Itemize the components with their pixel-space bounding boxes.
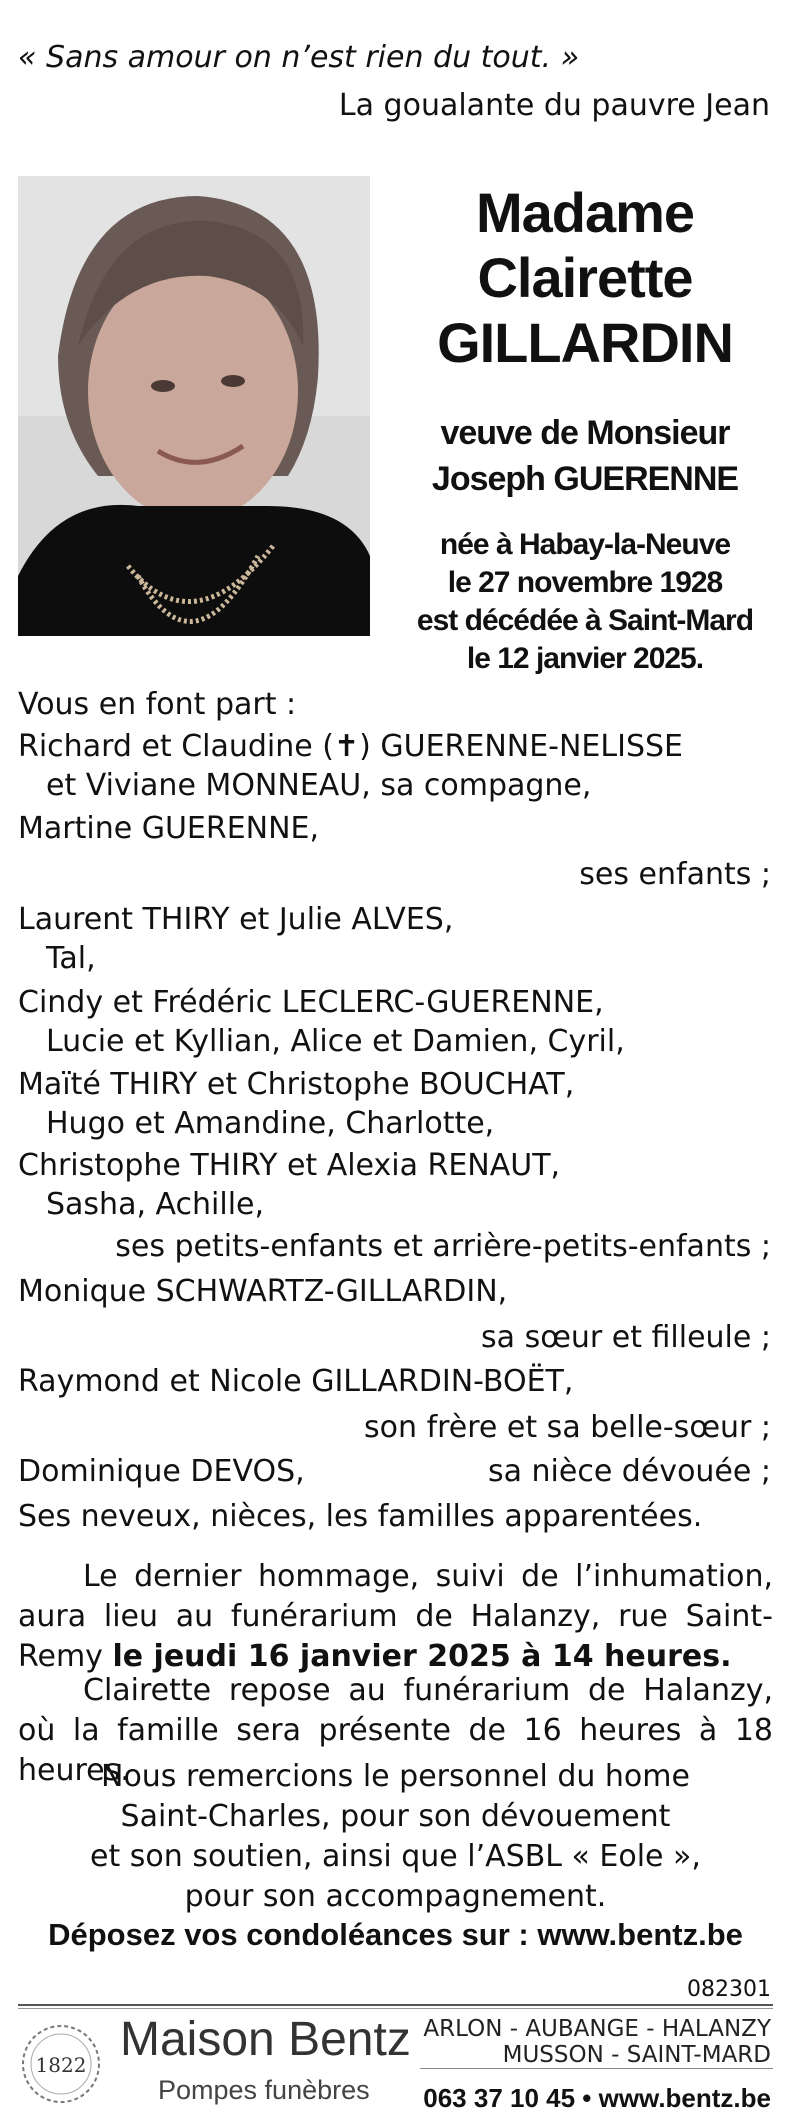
family-line: et Viviane MONNEAU, sa compagne, bbox=[46, 768, 592, 803]
brand-name: Maison Bentz bbox=[120, 2013, 411, 2066]
footer-divider bbox=[18, 2004, 773, 2006]
family-line: Martine GUERENNE, bbox=[18, 811, 320, 846]
family-intro: Vous en font part : bbox=[18, 687, 297, 722]
family-line: Ses neveux, nièces, les familles apparentées. bbox=[18, 1499, 703, 1534]
thanks-line: Saint-Charles, pour son dévouement bbox=[120, 1799, 671, 1834]
death-line-1: est décédée à Saint-Mard bbox=[416, 604, 754, 637]
thanks-line: et son soutien, ainsi que l’ASBL « Eole », bbox=[90, 1839, 701, 1874]
footer-divider-thin bbox=[18, 2008, 773, 2009]
ceremony-date: le jeudi 16 janvier 2025 à 14 heures. bbox=[112, 1639, 732, 1674]
thanks-line: pour son accompagnement. bbox=[184, 1879, 607, 1914]
widow-line-2: Joseph GUERENNE bbox=[431, 460, 739, 498]
portrait-photo bbox=[18, 176, 370, 636]
towns-line-1: ARLON - AUBANGE - HALANZY bbox=[423, 2016, 771, 2042]
widow-of bbox=[400, 410, 770, 502]
towns-line-2: MUSSON - SAINT-MARD bbox=[502, 2042, 771, 2068]
birth-line-2: le 27 novembre 1928 bbox=[447, 566, 723, 599]
seal-year: 1822 bbox=[35, 2053, 87, 2077]
condolences-link[interactable]: Déposez vos condoléances sur : www.bentz.be bbox=[48, 1917, 743, 1952]
family-line: Tal, bbox=[46, 941, 96, 976]
family-role: son frère et sa belle-sœur ; bbox=[364, 1410, 771, 1445]
birth-line-1: née à Habay-la-Neuve bbox=[439, 528, 731, 561]
portrait-illustration bbox=[18, 176, 370, 636]
widow-line-1: veuve de Monsieur bbox=[440, 414, 730, 452]
family-line: Cindy et Frédéric LECLERC-GUERENNE, bbox=[18, 985, 604, 1020]
family-line: Lucie et Kyllian, Alice et Damien, Cyril, bbox=[46, 1024, 625, 1059]
family-line: Raymond et Nicole GILLARDIN-BOËT, bbox=[18, 1364, 574, 1399]
death-line-2: le 12 janvier 2025. bbox=[466, 642, 704, 675]
towns-divider bbox=[420, 2068, 773, 2069]
epigraph-source: La goualante du pauvre Jean bbox=[338, 88, 770, 123]
family-line: Monique SCHWARTZ-GILLARDIN, bbox=[18, 1274, 508, 1309]
reference-number: 082301 bbox=[687, 1977, 771, 2002]
deceased-last-name: GILLARDIN bbox=[437, 311, 733, 374]
family-line: Maïté THIRY et Christophe BOUCHAT, bbox=[18, 1067, 575, 1102]
family-role: sa sœur et filleule ; bbox=[481, 1320, 771, 1355]
deceased-first-name: Clairette bbox=[477, 246, 693, 309]
family-line: Sasha, Achille, bbox=[46, 1187, 265, 1222]
family-role: ses petits-enfants et arrière-petits-enfants ; bbox=[115, 1229, 771, 1264]
contact-info[interactable]: 063 37 10 45 • www.bentz.be bbox=[423, 2083, 771, 2113]
deceased-name bbox=[400, 180, 770, 375]
family-line: Dominique DEVOS, bbox=[18, 1454, 305, 1489]
epigraph-quote: « Sans amour on n’est rien du tout. » bbox=[18, 40, 580, 75]
thanks-line: Nous remercions le personnel du home bbox=[101, 1759, 690, 1794]
deceased-title: Madame bbox=[475, 181, 695, 244]
ceremony-text bbox=[18, 1557, 773, 1677]
ceremony-details: Le dernier hommage, suivi de l’inhumation, aura lieu au funérarium de Halanzy, rue Saint-Remy bbox=[18, 1559, 773, 1674]
birth-death-details bbox=[400, 526, 770, 678]
family-line: Christophe THIRY et Alexia RENAUT, bbox=[18, 1148, 561, 1183]
thanks-text bbox=[18, 1757, 773, 1917]
family-line: Laurent THIRY et Julie ALVES, bbox=[18, 902, 454, 937]
family-role: sa nièce dévouée ; bbox=[487, 1454, 771, 1489]
family-line: Hugo et Amandine, Charlotte, bbox=[46, 1106, 495, 1141]
laurel-seal-icon bbox=[18, 2018, 104, 2110]
brand-subtitle: Pompes funèbres bbox=[158, 2075, 370, 2105]
family-role: ses enfants ; bbox=[579, 857, 771, 892]
visitation-text: Clairette repose au funérarium de Halanzy, où la famille sera présente de 16 heures à 18 heures. bbox=[18, 1673, 773, 1788]
family-line: Richard et Claudine (✝) GUERENNE-NELISSE bbox=[18, 729, 683, 764]
